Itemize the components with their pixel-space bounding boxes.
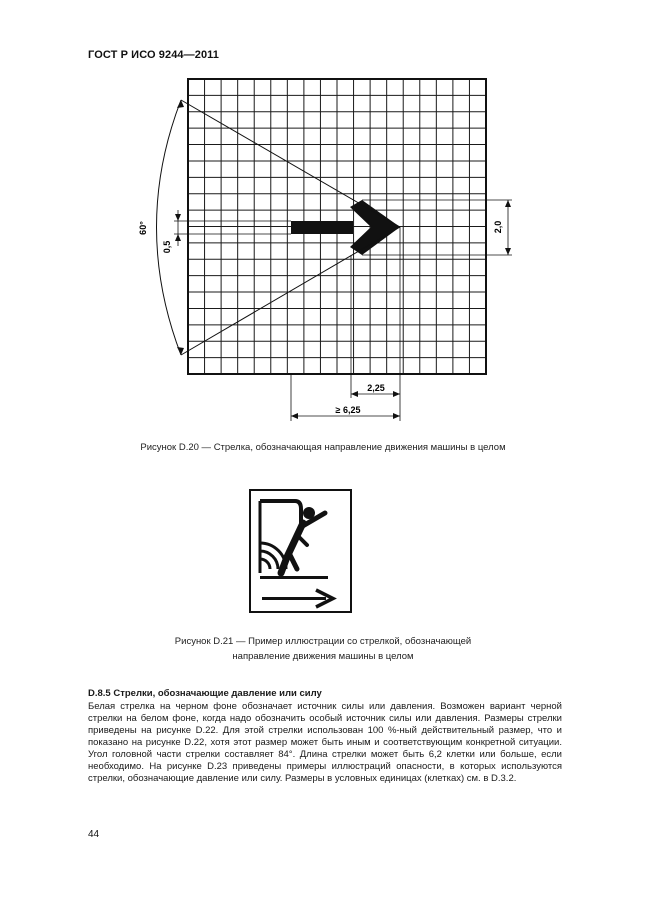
- head-length-label: 2,25: [367, 383, 385, 393]
- height-label: 2,0: [493, 220, 503, 234]
- dim-half-width-arrow-bottom: [175, 234, 181, 241]
- half-width-label: 0,5: [162, 240, 172, 254]
- ground-line: [260, 576, 328, 579]
- angle-line-lower: [181, 227, 400, 355]
- angle-arc: [157, 100, 182, 355]
- total-length-label: ≥ 6,25: [335, 405, 361, 415]
- person-leg: [289, 553, 297, 569]
- dim-height-arrow-top: [505, 200, 511, 207]
- figure-d20-caption: Рисунок D.20 — Стрелка, обозначающая направление движения машины в целом: [140, 442, 506, 453]
- dim-head-arrow-left: [351, 391, 358, 397]
- angle-label: 60°: [138, 221, 148, 235]
- machine-frame: [260, 501, 301, 531]
- standard-header: ГОСТ Р ИСО 9244—2011: [88, 49, 220, 61]
- figure-d21-caption-line1: Рисунок D.21 — Пример иллюстрации со стрелкой, обозначающей: [174, 636, 472, 647]
- person-body: [281, 523, 303, 573]
- page-number: 44: [88, 829, 100, 840]
- angle-line-upper: [181, 100, 400, 227]
- dim-height-arrow-bottom: [505, 248, 511, 255]
- figure-d21: [249, 489, 352, 613]
- direction-arrow-shaft: [262, 597, 326, 600]
- figure-d21-caption: [150, 634, 496, 664]
- figure-d21-caption-line2: направление движения машины в целом: [232, 651, 414, 662]
- dim-total-arrow-left: [291, 413, 298, 419]
- section-heading: D.8.5 Стрелки, обозначающие давление или силу: [88, 688, 322, 699]
- arrow-head: [350, 200, 400, 255]
- arrow-shaft: [291, 221, 353, 234]
- section-body: Белая стрелка на черном фоне обозначает источник силы или давления. Возможен вариант черной стрелки на белом фоне, когда надо обозначить особый источник силы или давления. Размеры стрелки приведены на рисунке D.22. Для этой стрелки использован 100 %-ный действительный размер, что и показано на рисунке D.22, хотя этот размер может быть иным и соответствующим конкретной ситуации. Угол головной части стрелки составляет 84°. Длина стрелки может быть 6,2 клетки или больше, если необходимо. На рисунке D.23 приведены примеры иллюстраций опасности, в которых используются стрелки, обозначающие давление или силу. Размеры в условных единицах (клетках) см. в D.3.2.: [88, 701, 562, 784]
- figure-d20: [0, 0, 646, 430]
- dim-total-arrow-right: [393, 413, 400, 419]
- hazard-pictogram: [251, 491, 349, 610]
- dim-half-width-arrow-top: [175, 214, 181, 221]
- section-d85: [88, 688, 562, 785]
- dim-head-arrow-right: [393, 391, 400, 397]
